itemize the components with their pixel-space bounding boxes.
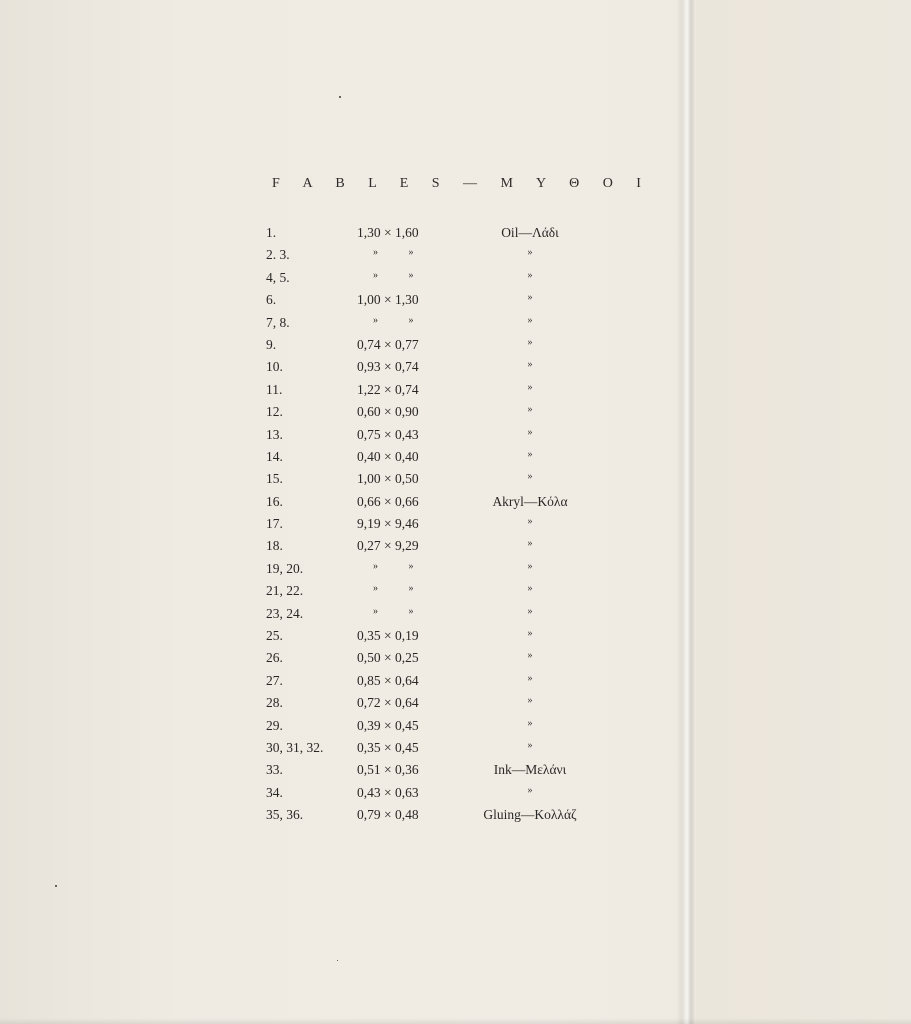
work-medium: »	[527, 292, 533, 304]
work-row	[0, 628, 911, 650]
work-dimensions: 1,00 × 0,50	[357, 471, 419, 487]
work-dimensions: 0,39 × 0,45	[357, 717, 419, 733]
work-number: 6.	[266, 292, 277, 308]
work-row	[0, 315, 911, 337]
work-dimensions: » »	[373, 314, 414, 326]
work-medium: »	[527, 247, 533, 259]
work-row	[0, 404, 911, 426]
work-row	[0, 762, 911, 784]
work-number: 7, 8.	[266, 314, 290, 330]
work-row	[0, 538, 911, 560]
work-medium: »	[527, 471, 533, 483]
work-row	[0, 382, 911, 404]
work-dimensions: » »	[373, 560, 414, 572]
work-dimensions: » »	[373, 269, 414, 281]
catalog-title: F A B L E S — Μ Υ Θ Ο Ι	[272, 176, 651, 191]
work-dimensions: 0,66 × 0,66	[357, 493, 419, 509]
work-number: 28.	[266, 695, 283, 711]
work-number: 16.	[266, 493, 283, 509]
work-row	[0, 427, 911, 449]
work-dimensions: » »	[373, 247, 414, 259]
work-row	[0, 561, 911, 583]
work-number: 27.	[266, 672, 283, 688]
work-medium: »	[527, 538, 533, 550]
work-medium: »	[527, 672, 533, 684]
work-number: 17.	[266, 516, 283, 532]
work-dimensions: 0,27 × 9,29	[357, 538, 419, 554]
work-row	[0, 225, 911, 247]
work-dimensions: 0,50 × 0,25	[357, 650, 419, 666]
paper-speck	[337, 960, 338, 961]
work-row	[0, 359, 911, 381]
work-number: 10.	[266, 359, 283, 375]
work-medium: »	[527, 605, 533, 617]
work-number: 35, 36.	[266, 807, 304, 823]
work-dimensions: 0,75 × 0,43	[357, 426, 419, 442]
work-dimensions: 0,93 × 0,74	[357, 359, 419, 375]
work-number: 26.	[266, 650, 283, 666]
work-medium: »	[527, 381, 533, 393]
work-row	[0, 247, 911, 269]
work-number: 29.	[266, 717, 283, 733]
work-number: 11.	[266, 381, 283, 397]
work-row	[0, 606, 911, 628]
work-dimensions: 0,85 × 0,64	[357, 672, 419, 688]
work-number: 13.	[266, 426, 283, 442]
work-row	[0, 740, 911, 762]
work-row	[0, 718, 911, 740]
work-medium: »	[527, 739, 533, 751]
work-dimensions: 1,22 × 0,74	[357, 381, 419, 397]
work-row	[0, 292, 911, 314]
work-medium: »	[527, 784, 533, 796]
paper-speck	[55, 885, 57, 887]
work-row	[0, 471, 911, 493]
work-number: 18.	[266, 538, 283, 554]
paper-speck	[339, 96, 341, 98]
work-dimensions: 0,35 × 0,19	[357, 628, 419, 644]
work-medium: »	[527, 448, 533, 460]
work-row	[0, 337, 911, 359]
work-dimensions: » »	[373, 583, 414, 595]
work-row	[0, 270, 911, 292]
work-row	[0, 494, 911, 516]
work-medium: »	[527, 717, 533, 729]
work-number: 12.	[266, 404, 283, 420]
work-row	[0, 785, 911, 807]
work-dimensions: 0,40 × 0,40	[357, 448, 419, 464]
work-number: 19, 20.	[266, 560, 304, 576]
work-row	[0, 695, 911, 717]
work-dimensions: 1,30 × 1,60	[357, 225, 419, 240]
work-row	[0, 807, 911, 829]
work-medium: »	[527, 516, 533, 528]
work-medium: »	[527, 404, 533, 416]
work-dimensions: 0,43 × 0,63	[357, 784, 419, 800]
work-number: 4, 5.	[266, 269, 290, 285]
work-medium: »	[527, 359, 533, 371]
works-list	[0, 225, 911, 830]
work-row	[0, 650, 911, 672]
work-dimensions: 0,72 × 0,64	[357, 695, 419, 711]
work-dimensions: 1,00 × 1,30	[357, 292, 419, 308]
work-number: 30, 31, 32.	[266, 739, 324, 755]
work-row	[0, 449, 911, 471]
work-number: 2. 3.	[266, 247, 290, 263]
work-dimensions: » »	[373, 605, 414, 617]
work-medium: Oil—Λάδι	[501, 225, 559, 240]
work-row	[0, 516, 911, 538]
work-medium: »	[527, 314, 533, 326]
work-medium: »	[527, 426, 533, 438]
work-dimensions: 9,19 × 9,46	[357, 516, 419, 532]
work-medium: »	[527, 560, 533, 572]
work-medium: »	[527, 336, 533, 348]
work-number: 14.	[266, 448, 283, 464]
work-row	[0, 583, 911, 605]
work-medium: »	[527, 650, 533, 662]
work-medium: »	[527, 583, 533, 595]
work-row	[0, 673, 911, 695]
work-medium: Gluing—Κολλάζ	[483, 807, 577, 823]
work-medium: »	[527, 695, 533, 707]
work-number: 9.	[266, 336, 277, 352]
work-number: 25.	[266, 628, 283, 644]
work-medium: »	[527, 269, 533, 281]
work-number: 23, 24.	[266, 605, 304, 621]
work-dimensions: 0,79 × 0,48	[357, 807, 419, 823]
work-number: 33.	[266, 762, 283, 778]
work-medium: »	[527, 628, 533, 640]
work-number: 21, 22.	[266, 583, 304, 599]
page-bottom-edge	[0, 1018, 911, 1024]
work-dimensions: 0,60 × 0,90	[357, 404, 419, 420]
work-dimensions: 0,51 × 0,36	[357, 762, 419, 778]
work-number: 34.	[266, 784, 283, 800]
work-number: 15.	[266, 471, 283, 487]
work-dimensions: 0,74 × 0,77	[357, 336, 419, 352]
work-medium: Ink—Μελάνι	[493, 762, 567, 778]
work-medium: Akryl—Κόλα	[492, 493, 568, 509]
work-dimensions: 0,35 × 0,45	[357, 739, 419, 755]
work-number: 1.	[266, 225, 277, 240]
